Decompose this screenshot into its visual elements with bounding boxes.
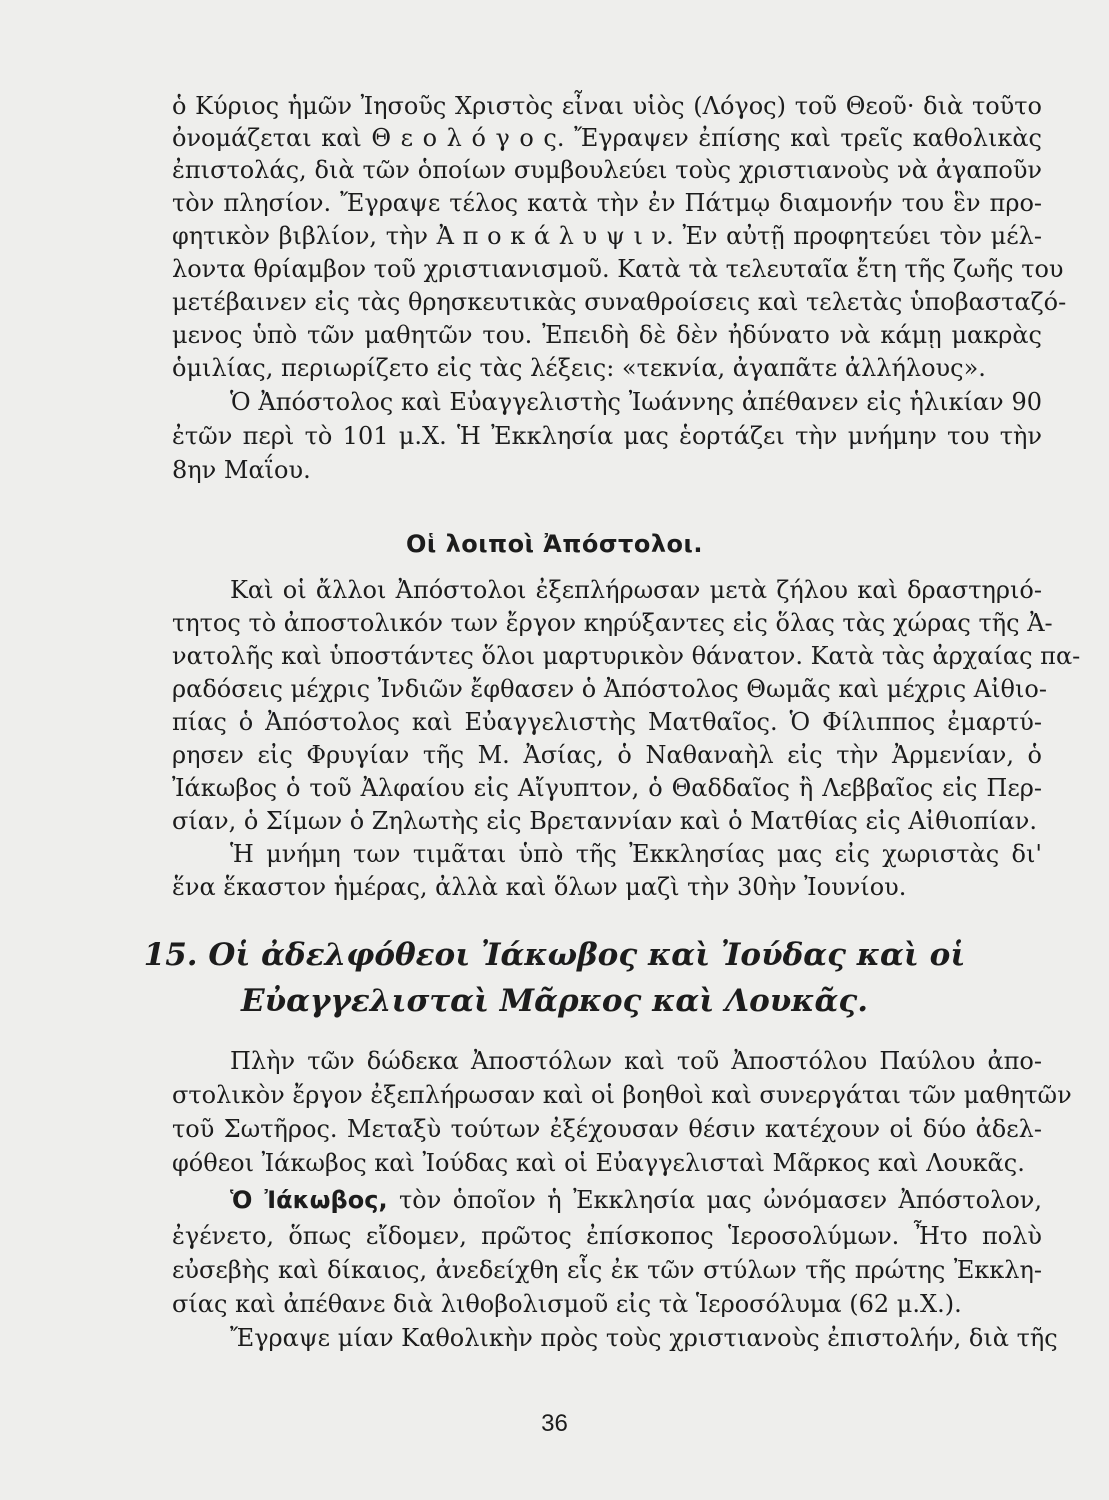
text-line: στολικὸν ἔργον ἐξεπλήρωσαν καὶ οἱ βοηθοὶ καὶ συνεργάται τῶν μαθητῶν <box>172 1081 1072 1109</box>
text-line: 8ην Μαΐου. <box>172 456 311 484</box>
text-line: Ἰάκωβος ὁ τοῦ Ἀλφαίου εἰς Αἴγυπτον, ὁ Θαδδαῖος ἢ Λεββαῖος εἰς Περ- <box>172 774 1042 802</box>
text-line: ρησεν εἰς Φρυγίαν τῆς Μ. Ἀσίας, ὁ Ναθαναὴλ εἰς τὴν Ἀρμενίαν, ὁ <box>172 741 1042 769</box>
text-line: ἕνα ἕκαστον ἡμέρας, ἀλλὰ καὶ ὅλων μαζὶ τὴν 30ὴν Ἰουνίου. <box>172 873 907 901</box>
text-line: πίας ὁ Ἀπόστολος καὶ Εὐαγγελιστὴς Ματθαῖος. Ὁ Φίλιππος ἐμαρτύ- <box>172 708 1042 736</box>
text-line: τοῦ Σωτῆρος. Μεταξὺ τούτων ἐξέχουσαν θέσιν κατέχουν οἱ δύο ἀδελ- <box>172 1115 1042 1143</box>
text-line: ἐτῶν περὶ τὸ 101 μ.Χ. Ἡ Ἐκκλησία μας ἑορτάζει τὴν μνήμην του τὴν <box>172 422 1042 450</box>
text-line: ὁμιλίας, περιωρίζετο εἰς τὰς λέξεις: «τεκνία, ἀγαπᾶτε ἀλλήλους». <box>172 354 986 382</box>
chapter-heading-line: Εὐαγγελισταὶ Μᾶρκος καὶ Λουκᾶς. <box>240 983 869 1019</box>
section-heading: Οἱ λοιποὶ Ἀπόστολοι. <box>405 530 703 558</box>
text-line: μετέβαινεν εἰς τὰς θρησκευτικὰς συναθροίσεις καὶ τελετὰς ὑποβασταζό- <box>172 288 1067 316</box>
text-line: Ἔγραψε μίαν Καθολικὴν πρὸς τοὺς χριστιανοὺς ἐπιστολήν, διὰ τῆς <box>230 1324 1058 1352</box>
text-line: σίαν, ὁ Σίμων ὁ Ζηλωτὴς εἰς Βρεταννίαν καὶ ὁ Ματθίας εἰς Αἰθιοπίαν. <box>172 807 1038 835</box>
text-line: ὀνομάζεται καὶ Θ ε ο λ ό γ ο ς. Ἔγραψεν ἐπίσης καὶ τρεῖς καθολικὰς <box>172 124 1042 152</box>
text-line: σίας καὶ ἀπέθανε διὰ λιθοβολισμοῦ εἰς τὰ Ἱεροσόλυμα (62 μ.Χ.). <box>172 1290 962 1318</box>
text-run: τὸν ὁποῖον ἡ Ἐκκλησία μας ὠνόμασεν Ἀπόστολον, <box>387 1186 1043 1214</box>
text-line: λοντα θρίαμβον τοῦ χριστιανισμοῦ. Κατὰ τὰ τελευταῖα ἔτη τῆς ζωῆς του <box>172 255 1064 283</box>
text-line: Καὶ οἱ ἄλλοι Ἀπόστολοι ἐξεπλήρωσαν μετὰ ζήλου καὶ δραστηριό- <box>230 576 1042 604</box>
text-line: φητικὸν βιβλίον, τὴν Ἀ π ο κ ά λ υ ψ ι ν. Ἐν αὐτῇ προφητεύει τὸν μέλ- <box>172 222 1042 250</box>
text-line: τητος τὸ ἀποστολικόν των ἔργον κηρύξαντες εἰς ὅλας τὰς χώρας τῆς Ἀ- <box>172 609 1053 637</box>
text-line: εὐσεβὴς καὶ δίκαιος, ἀνεδείχθη εἷς ἐκ τῶν στύλων τῆς πρώτης Ἐκκλη- <box>172 1256 1042 1284</box>
text-line: Ὁ Ἀπόστολος καὶ Εὐαγγελιστὴς Ἰωάννης ἀπέθανεν εἰς ἡλικίαν 90 <box>230 388 1042 416</box>
text-line: ἐπιστολάς, διὰ τῶν ὁποίων συμβουλεύει τοὺς χριστιανοὺς νὰ ἀγαποῦν <box>172 156 1042 184</box>
text-line <box>230 1186 1042 1214</box>
text-line: Ἡ μνήμη των τιμᾶται ὑπὸ τῆς Ἐκκλησίας μας εἰς χωριστὰς δι' <box>230 840 1042 868</box>
text-line: ραδόσεις μέχρις Ἰνδιῶν ἔφθασεν ὁ Ἀπόστολος Θωμᾶς καὶ μέχρις Αἰθιο- <box>172 675 1047 703</box>
chapter-heading-line: 15. Οἱ ἀδελφόθεοι Ἰάκωβος καὶ Ἰούδας καὶ οἱ <box>143 937 966 973</box>
text-line: φόθεοι Ἰάκωβος καὶ Ἰούδας καὶ οἱ Εὐαγγελισταὶ Μᾶρκος καὶ Λουκᾶς. <box>172 1149 1025 1177</box>
text-line: ἐγένετο, ὅπως εἴδομεν, πρῶτος ἐπίσκοπος Ἱεροσολύμων. Ἦτο πολὺ <box>172 1222 1042 1250</box>
page-number: 36 <box>541 1410 568 1437</box>
text-line: μενος ὑπὸ τῶν μαθητῶν του. Ἐπειδὴ δὲ δὲν ἠδύνατο νὰ κάμῃ μακρὰς <box>172 321 1042 349</box>
bold-lead: Ὁ Ἰάκωβος, <box>230 1186 388 1214</box>
text-line: νατολῆς καὶ ὑποστάντες ὅλοι μαρτυρικὸν θάνατον. Κατὰ τὰς ἀρχαίας πα- <box>172 642 1081 670</box>
text-line: ὁ Κύριος ἡμῶν Ἰησοῦς Χριστὸς εἶναι υἱὸς (Λόγος) τοῦ Θεοῦ· διὰ τοῦτο <box>172 92 1042 120</box>
text-line: τὸν πλησίον. Ἔγραψε τέλος κατὰ τὴν ἐν Πάτμῳ διαμονήν του ἓν προ- <box>172 189 1042 217</box>
text-line: Πλὴν τῶν δώδεκα Ἀποστόλων καὶ τοῦ Ἀποστόλου Παύλου ἀπο- <box>230 1047 1042 1075</box>
